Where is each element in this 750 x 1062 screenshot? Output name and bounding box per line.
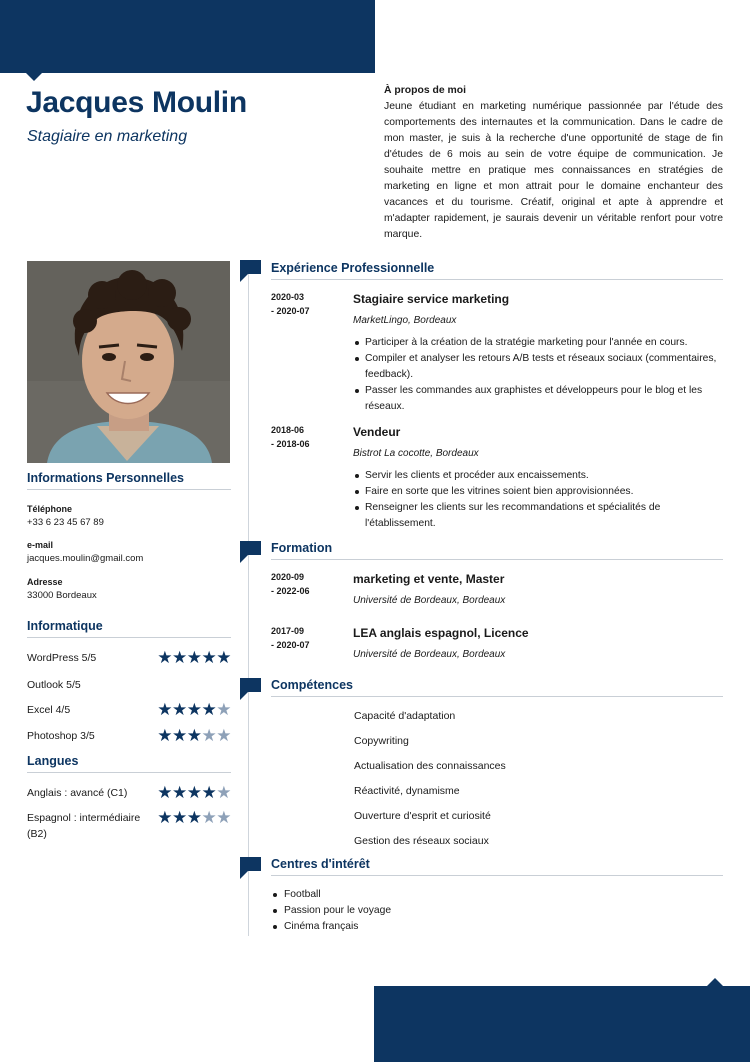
rating-stars [157,810,231,826]
bottom-banner [374,986,750,1062]
skill-name: Excel 4/5 [27,704,71,716]
rating-stars [157,702,231,718]
list-item: Football [271,887,391,903]
competence-item: Capacité d'adaptation [354,710,456,722]
section-flag-icon [240,260,261,274]
formation-school: Université de Bordeaux, Bordeaux [353,649,506,660]
informatique-heading: Informatique [27,619,231,638]
list-item: Passer les commandes aux graphistes et développeurs pour le blog et les réseaux. [353,383,725,415]
interests-list [271,887,391,935]
about-section [384,83,723,243]
language-row [27,810,231,842]
star-empty-icon: ★ [216,783,231,802]
star-empty-icon: ★ [201,726,217,745]
column-divider [248,262,249,936]
about-text: Jeune étudiant en marketing numérique passionnée par l'étude des comportements des internautes et la communication. Dans le cadre de mon master, je suis à la recherche d'une opportunité de stage de fin d'études de 6 mois au sein de votre équipe de communication. Je souhaite mettre en pratique mes connaissances en stratégies de marketing en ligne et mon attrait pour le domaine enchanteur des vacances et du tourisme. Créatif, original et apte à apprendre et m'adapter rapidement, je saurais devenir un véritable renfort pour votre marque. [384,101,723,240]
competence-item: Actualisation des connaissances [354,760,506,772]
competence-item: Gestion des réseaux sociaux [354,835,489,847]
top-banner-notch [26,73,42,81]
date-start: 2020-09 [271,572,305,582]
top-banner [0,0,375,73]
star-filled-icon: ★ [157,783,172,802]
experience-bullets [353,335,725,415]
section-flag-tail [240,274,248,282]
star-filled-icon: ★ [201,700,217,719]
langues-heading: Langues [27,754,231,773]
date-start: 2018-06 [271,425,305,435]
experience-company: MarketLingo, Bordeaux [353,315,457,326]
experience-heading: Expérience Professionnelle [271,261,723,280]
bottom-banner-notch [707,978,723,986]
formation-heading: Formation [271,541,723,560]
section-flag-tail [240,692,248,700]
experience-bullets [353,468,725,532]
skill-name: Photoshop 3/5 [27,730,95,742]
formation-title: LEA anglais espagnol, Licence [353,626,529,640]
star-filled-icon: ★ [186,700,202,719]
date-end: - 2020-07 [271,640,310,650]
job-title: Stagiaire en marketing [27,128,188,145]
section-flag-tail [240,555,248,563]
skill-row [27,677,231,693]
date-end: - 2018-06 [271,439,310,449]
experience-company: Bistrot La cocotte, Bordeaux [353,448,479,459]
skill-name: WordPress 5/5 [27,652,97,664]
skill-name: Outlook 5/5 [27,679,81,691]
about-title: À propos de moi [384,85,466,96]
profile-photo-illustration [27,261,230,463]
address-label: Adresse [27,577,63,587]
skill-row [27,728,231,744]
list-item: Cinéma français [271,919,391,935]
rating-stars [157,650,231,666]
formation-title: marketing et vente, Master [353,572,505,586]
star-filled-icon: ★ [201,648,217,667]
experience-title: Vendeur [353,425,401,439]
skill-row [27,650,231,666]
star-filled-icon: ★ [186,808,202,827]
candidate-name: Jacques Moulin [26,86,247,119]
experience-date [271,290,310,318]
address-value: 33000 Bordeaux [27,590,97,601]
email-label: e-mail [27,540,54,550]
date-start: 2020-03 [271,292,305,302]
star-filled-icon: ★ [172,726,187,745]
rating-stars [157,728,231,744]
star-filled-icon: ★ [172,783,187,802]
star-filled-icon: ★ [186,783,202,802]
star-empty-icon: ★ [216,726,231,745]
star-empty-icon: ★ [201,808,217,827]
star-filled-icon: ★ [157,648,172,667]
star-filled-icon: ★ [201,783,217,802]
competence-item: Réactivité, dynamisme [354,785,460,797]
competence-item: Copywriting [354,735,409,747]
section-flag-icon [240,678,261,692]
experience-title: Stagiaire service marketing [353,292,510,306]
competences-heading: Compétences [271,678,723,697]
star-filled-icon: ★ [157,808,172,827]
star-filled-icon: ★ [216,648,231,667]
list-item: Compiler et analyser les retours A/B tests et réseaux sociaux (commentaires, feedback). [353,351,725,383]
language-name: Anglais : avancé (C1) [27,787,128,799]
phone-value: +33 6 23 45 67 89 [27,517,104,528]
profile-photo [27,261,230,463]
star-empty-icon: ★ [216,700,231,719]
language-name: Espagnol : intermédiaire (B2) [27,812,141,840]
list-item: Renseigner les clients sur les recommandations et spécialités de l'établissement. [353,500,725,532]
date-end: - 2022-06 [271,586,310,596]
section-flag-icon [240,857,261,871]
competence-item: Ouverture d'esprit et curiosité [354,810,491,822]
rating-stars [157,785,231,801]
list-item: Participer à la création de la stratégie marketing pour l'année en cours. [353,335,725,351]
star-filled-icon: ★ [186,648,202,667]
star-filled-icon: ★ [186,726,202,745]
section-flag-tail [240,871,248,879]
list-item: Servir les clients et procéder aux encaissements. [353,468,725,484]
email-value: jacques.moulin@gmail.com [27,553,144,564]
date-end: - 2020-07 [271,306,310,316]
star-filled-icon: ★ [157,726,172,745]
formation-date [271,570,310,598]
star-filled-icon: ★ [172,648,187,667]
section-flag-icon [240,541,261,555]
formation-date [271,624,310,652]
list-item: Faire en sorte que les vitrines soient bien approvisionnées. [353,484,725,500]
star-filled-icon: ★ [172,808,187,827]
date-start: 2017-09 [271,626,305,636]
phone-label: Téléphone [27,504,73,514]
star-filled-icon: ★ [157,700,172,719]
list-item: Passion pour le voyage [271,903,391,919]
personal-info-heading: Informations Personnelles [27,471,231,490]
language-row [27,785,231,801]
experience-date [271,423,310,451]
star-empty-icon: ★ [216,808,231,827]
formation-school: Université de Bordeaux, Bordeaux [353,595,506,606]
interests-heading: Centres d'intérêt [271,857,723,876]
star-filled-icon: ★ [172,700,187,719]
skill-row [27,702,231,718]
